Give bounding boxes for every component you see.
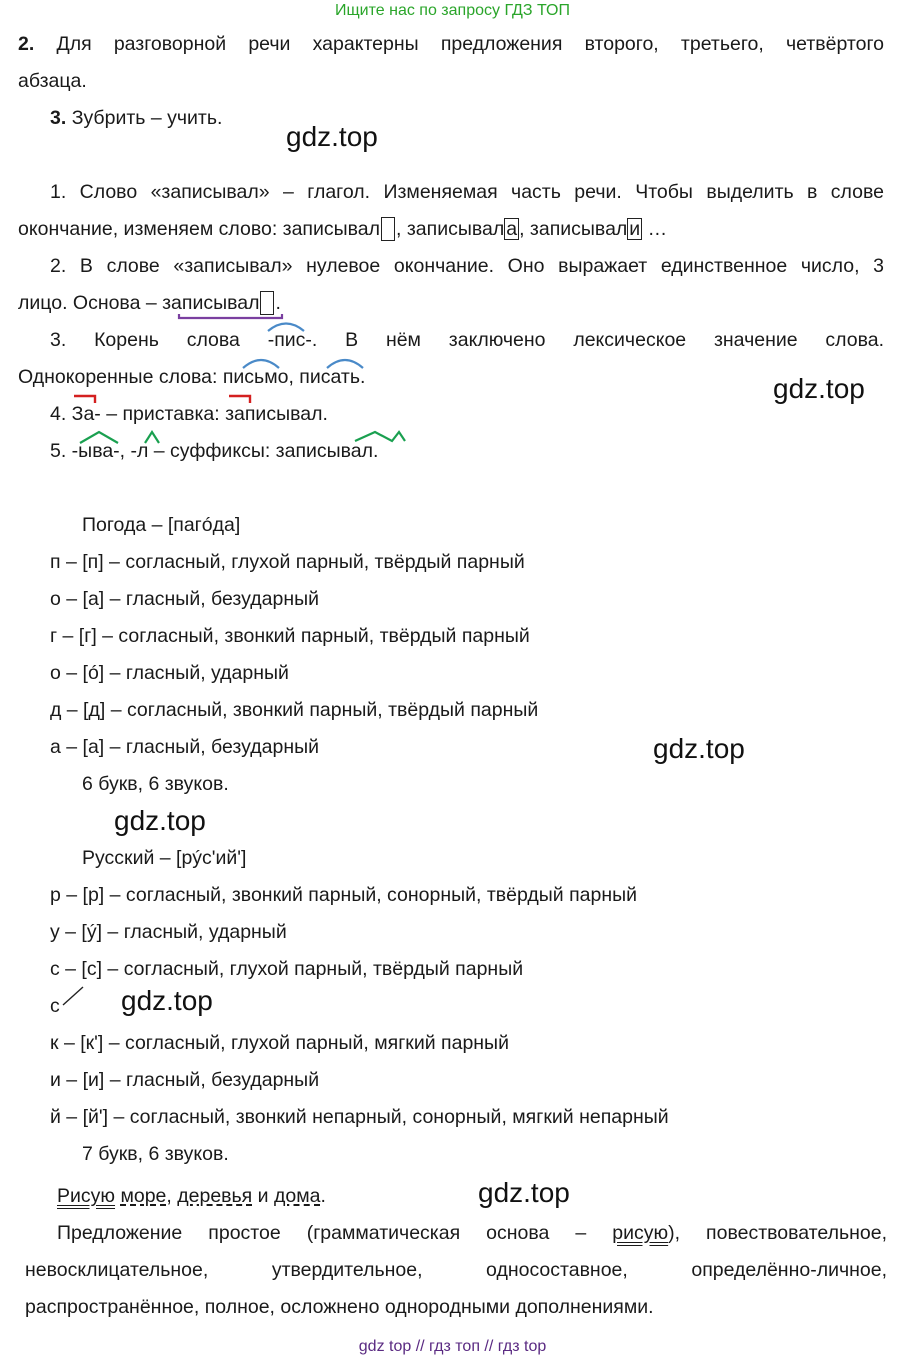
- zero-ending-box: [260, 291, 274, 315]
- separator: .: [320, 1185, 326, 1207]
- object-word: деревья: [177, 1185, 253, 1207]
- watermark: gdz.top: [114, 805, 206, 836]
- morph-line-6: Однокоренные слова: письмо, писать.: [18, 366, 366, 388]
- watermark: gdz.top: [653, 733, 745, 764]
- word1-summary: 6 букв, 6 звуков.: [82, 773, 229, 795]
- morph-text: , записывал: [519, 218, 628, 240]
- phonetic-row: о – [a] – гласный, безударный: [50, 588, 319, 610]
- paragraph-2-line2: абзаца.: [18, 70, 87, 92]
- analysis-text: ), повествовательное,: [668, 1222, 887, 1244]
- morph-line-7: 4. За- – приставка: записывал.: [50, 403, 328, 425]
- phonetic-row: й – [й'] – согласный, звонкий непарный, сонорный, мягкий непарный: [50, 1106, 669, 1128]
- morph-text: , записывал: [396, 218, 505, 240]
- watermark: gdz.top: [773, 373, 865, 404]
- phonetic-row: п – [п] – согласный, глухой парный, твёрдый парный: [50, 551, 525, 573]
- morph-text: лицо. Основа –: [18, 292, 157, 314]
- word2-summary: 7 букв, 6 звуков.: [82, 1143, 229, 1165]
- object-word: дома: [273, 1185, 321, 1207]
- phonetic-row: о – [ó] – гласный, ударный: [50, 662, 289, 684]
- watermark: gdz.top: [121, 985, 213, 1016]
- example-sentence: [57, 1184, 326, 1208]
- analysis-text: Предложение простое (грамматическая основа –: [57, 1222, 587, 1244]
- separator: и: [252, 1185, 274, 1207]
- footer-links[interactable]: gdz top // гдз топ // гдз top: [358, 1338, 547, 1355]
- paragraph-3: [50, 106, 222, 130]
- analysis-line-1: [57, 1221, 887, 1245]
- separator: ,: [166, 1185, 178, 1207]
- predicate-word: Рисую: [57, 1185, 116, 1207]
- analysis-line-3: распространённое, полное, осложнено однородными дополнениями.: [25, 1296, 654, 1318]
- morph-line-3: 2. В слове «записывал» нулевое окончание. Оно выражает единственное число, 3: [50, 255, 884, 277]
- paragraph-number: 2.: [18, 33, 35, 55]
- stem-word: записывал: [162, 292, 260, 314]
- morph-text: …: [647, 218, 668, 240]
- zero-ending-box: [381, 217, 395, 241]
- phonetic-row: а – [a] – гласный, безударный: [50, 736, 319, 758]
- phonetic-row: д – [д] – согласный, звонкий парный, твёрдый парный: [50, 699, 539, 721]
- phonetic-row: с: [50, 995, 60, 1017]
- phonetic-row: к – [к'] – согласный, глухой парный, мягкий парный: [50, 1032, 509, 1054]
- morph-line-5: 3. Корень слова -пис-. В нём заключено лексическое значение слова.: [50, 329, 884, 351]
- morph-line-1: 1. Слово «записывал» – глагол. Изменяемая часть речи. Чтобы выделить в слове: [50, 181, 884, 203]
- watermark: gdz.top: [478, 1177, 570, 1208]
- softness-mark: [63, 987, 83, 1005]
- top-banner[interactable]: Ищите нас по запросу ГДЗ ТОП: [335, 2, 570, 19]
- paragraph-2-line1: [18, 32, 884, 56]
- morph-line-8: 5. -ыва-, -л – суффиксы: записывал.: [50, 440, 379, 462]
- word2-title: Русский – [рýс'ий']: [82, 847, 247, 869]
- analysis-line-2: невосклицательное, утвердительное, односоставное, определённо-личное,: [25, 1259, 887, 1281]
- ending-box: и: [629, 218, 641, 240]
- phonetic-row: г – [г] – согласный, звонкий парный, твёрдый парный: [50, 625, 530, 647]
- object-word: море: [120, 1185, 167, 1207]
- paragraph-text: Зубрить – учить.: [71, 107, 223, 129]
- morph-line-2: [18, 217, 667, 241]
- phonetic-row: р – [р] – согласный, звонкий парный, сонорный, твёрдый парный: [50, 884, 638, 906]
- predicate-word: рисую: [612, 1222, 669, 1244]
- phonetic-row: у – [ý] – гласный, ударный: [50, 921, 287, 943]
- morph-text: окончание, изменяем слово: записывал: [18, 218, 381, 240]
- morph-line-4: [18, 291, 281, 315]
- paragraph-text: Для разговорной речи характерны предложения второго, третьего, четвёртого: [56, 33, 884, 55]
- morph-text: .: [275, 292, 281, 314]
- word1-title: Погода – [пaгóда]: [82, 514, 241, 536]
- paragraph-number: 3.: [50, 107, 67, 129]
- phonetic-row: с – [с] – согласный, глухой парный, твёрдый парный: [50, 958, 524, 980]
- watermark: gdz.top: [286, 121, 378, 152]
- ending-box: а: [506, 218, 518, 240]
- phonetic-row: и – [и] – гласный, безударный: [50, 1069, 320, 1091]
